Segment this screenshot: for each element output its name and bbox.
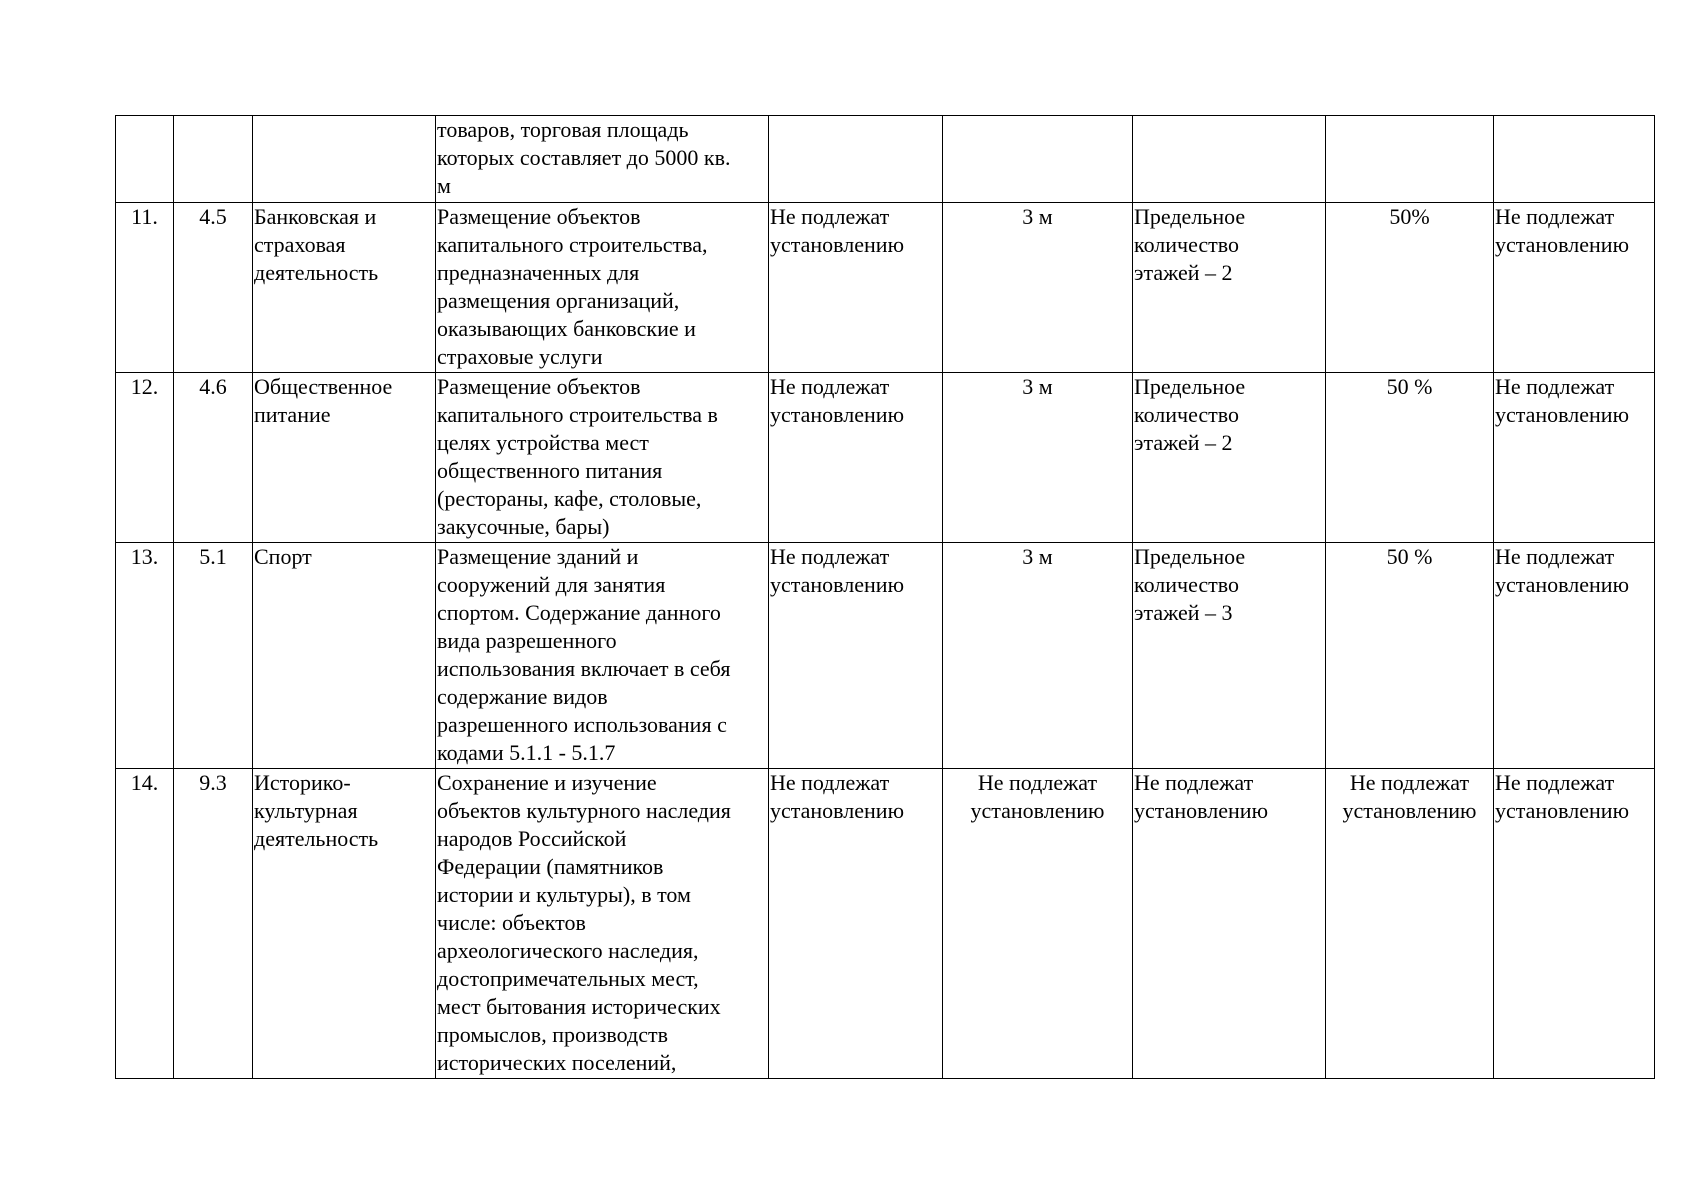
column-5-cell <box>769 373 943 543</box>
use-description: Размещение объектов капитального строительства в целях устройства мест общественного питания (рестораны, кафе, столовые, закусочные, бары) <box>437 374 718 539</box>
column-9-value: Не подлежат установлению <box>1495 544 1630 597</box>
column-5-value: Не подлежат установлению <box>770 204 905 257</box>
column-6-cell <box>943 116 1133 203</box>
row-number-cell <box>116 373 174 543</box>
column-6-value: 3 м <box>1022 544 1053 569</box>
column-6-cell <box>943 543 1133 769</box>
use-name: Историко- культурная деятельность <box>254 770 379 851</box>
column-8-value: 50 % <box>1386 374 1433 399</box>
row-number: 13. <box>130 544 159 569</box>
use-description-cell <box>436 373 769 543</box>
column-8-cell <box>1326 373 1494 543</box>
use-name-cell <box>253 769 436 1079</box>
use-description-cell <box>436 543 769 769</box>
column-8-value: 50 % <box>1386 544 1433 569</box>
use-description-cell <box>436 203 769 373</box>
use-name-cell <box>253 203 436 373</box>
column-5-cell <box>769 203 943 373</box>
table-row <box>116 769 1655 1079</box>
use-code-cell <box>174 543 253 769</box>
use-code-cell <box>174 203 253 373</box>
column-7-cell <box>1133 116 1326 203</box>
row-number-cell <box>116 769 174 1079</box>
column-9-cell <box>1494 543 1655 769</box>
use-name: Спорт <box>254 544 312 569</box>
column-7-value: Не подлежат установлению <box>1134 770 1269 823</box>
column-9-value: Не подлежат установлению <box>1495 204 1630 257</box>
use-description: Сохранение и изучение объектов культурного наследия народов Российской Федерации (памятников истории и культуры), в том числе: объектов археологического наследия, достопримечательных мест, мест бытования исторических промыслов, производств исторических поселений, <box>437 770 731 1075</box>
column-6-cell <box>943 203 1133 373</box>
column-5-value: Не подлежат установлению <box>770 374 905 427</box>
column-7-value: Предельное количество этажей – 3 <box>1134 544 1246 625</box>
row-number: 12. <box>130 374 159 399</box>
use-name-cell <box>253 543 436 769</box>
row-number: 14. <box>130 770 159 795</box>
use-name: Банковская и страховая деятельность <box>254 204 379 285</box>
use-code: 4.6 <box>199 374 227 399</box>
use-code-cell <box>174 769 253 1079</box>
column-6-cell <box>943 373 1133 543</box>
column-7-value: Предельное количество этажей – 2 <box>1134 374 1246 455</box>
column-7-value: Предельное количество этажей – 2 <box>1134 204 1246 285</box>
use-description: Размещение зданий и сооружений для занятия спортом. Содержание данного вида разрешенного использования включает в себя содержание видов разрешенного использования с кодами 5.1.1 - 5.1.7 <box>437 544 731 765</box>
table-row <box>116 203 1655 373</box>
column-7-cell <box>1133 543 1326 769</box>
column-8-cell <box>1326 543 1494 769</box>
use-name: Общественное питание <box>254 374 393 427</box>
column-7-cell <box>1133 373 1326 543</box>
use-description-cell <box>436 116 769 203</box>
column-6-value: 3 м <box>1022 374 1053 399</box>
column-5-value: Не подлежат установлению <box>770 544 905 597</box>
column-5-cell <box>769 769 943 1079</box>
use-code: 9.3 <box>199 770 227 795</box>
use-code-cell <box>174 116 253 203</box>
use-description: Размещение объектов капитального строительства, предназначенных для размещения организаций, оказывающих банковские и страховые услуги <box>437 204 708 369</box>
table-row <box>116 543 1655 769</box>
column-5-value: Не подлежат установлению <box>770 770 905 823</box>
table-row <box>116 373 1655 543</box>
use-description: товаров, торговая площадь которых составляет до 5000 кв. м <box>437 117 731 198</box>
column-8-value: Не подлежат установлению <box>1342 770 1477 823</box>
column-7-cell <box>1133 769 1326 1079</box>
column-8-cell <box>1326 769 1494 1079</box>
column-9-cell <box>1494 769 1655 1079</box>
column-5-cell <box>769 116 943 203</box>
column-9-value: Не подлежат установлению <box>1495 770 1630 823</box>
row-number-cell <box>116 543 174 769</box>
column-6-cell <box>943 769 1133 1079</box>
column-7-cell <box>1133 203 1326 373</box>
column-5-cell <box>769 543 943 769</box>
use-name-cell <box>253 373 436 543</box>
row-number-cell <box>116 116 174 203</box>
column-6-value: 3 м <box>1022 204 1053 229</box>
column-8-cell <box>1326 116 1494 203</box>
row-number: 11. <box>131 204 158 229</box>
use-code: 5.1 <box>199 544 227 569</box>
column-8-cell <box>1326 203 1494 373</box>
column-9-cell <box>1494 203 1655 373</box>
row-number-cell <box>116 203 174 373</box>
use-description-cell <box>436 769 769 1079</box>
column-9-value: Не подлежат установлению <box>1495 374 1630 427</box>
column-8-value: 50% <box>1389 204 1430 229</box>
table-row <box>116 116 1655 203</box>
column-9-cell <box>1494 373 1655 543</box>
column-9-cell <box>1494 116 1655 203</box>
land-use-regulations-table <box>115 115 1655 1079</box>
use-code-cell <box>174 373 253 543</box>
use-name-cell <box>253 116 436 203</box>
use-code: 4.5 <box>199 204 227 229</box>
column-6-value: Не подлежат установлению <box>970 770 1105 823</box>
